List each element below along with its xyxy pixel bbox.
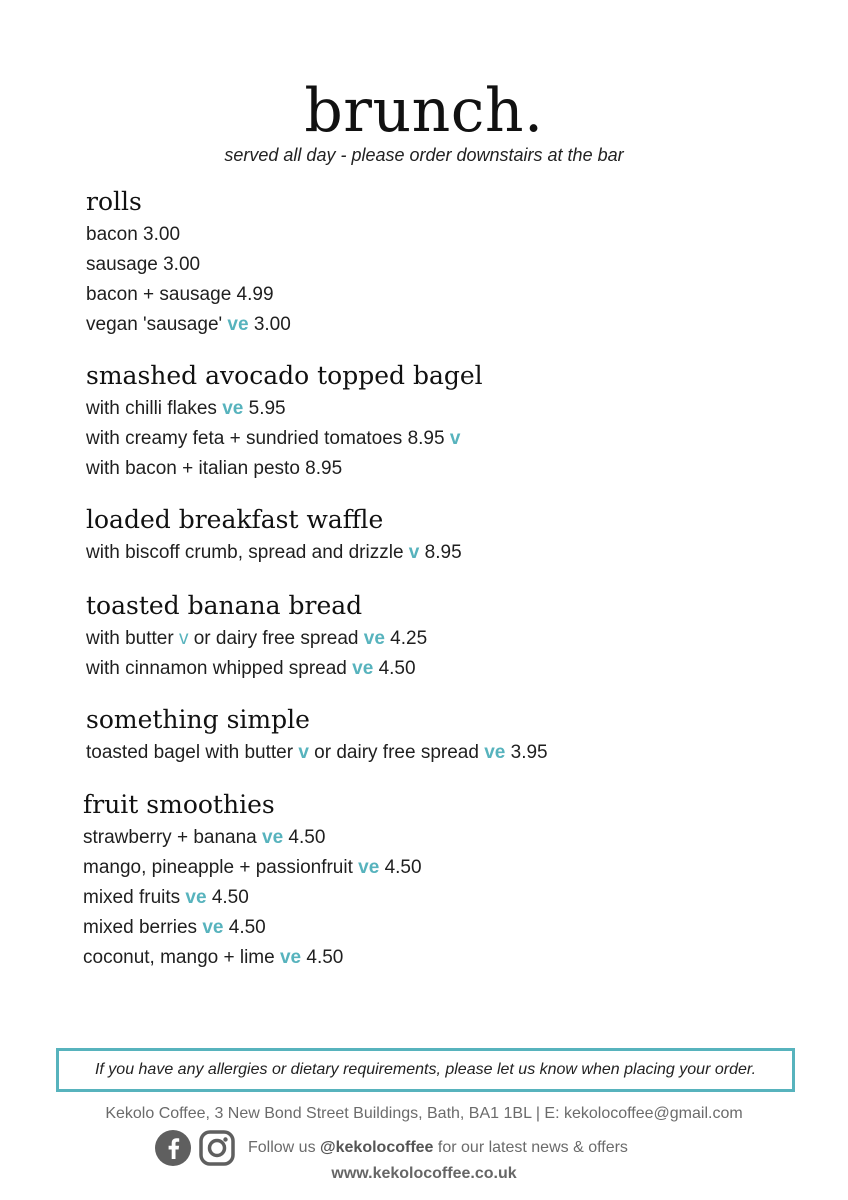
menu-item — [86, 738, 548, 768]
vegan-badge: ve — [279, 947, 302, 968]
menu-item — [86, 424, 483, 454]
item-text: vegan 'sausage' — [86, 314, 228, 335]
follow-suffix: for our latest news & offers — [433, 1139, 628, 1156]
instagram-icon[interactable] — [198, 1129, 236, 1167]
menu-item: with bacon + italian pesto 8.95 — [86, 458, 343, 479]
section-rolls — [86, 186, 291, 340]
item-text: mixed berries — [83, 917, 203, 938]
menu-item — [86, 538, 462, 568]
item-price: 8.95 — [419, 542, 462, 563]
item-text: or dairy free spread — [188, 628, 364, 649]
facebook-icon[interactable] — [154, 1129, 192, 1167]
item-price: 3.95 — [505, 742, 548, 763]
item-text: or dairy free spread — [308, 742, 485, 763]
item-price: 3.00 — [248, 314, 291, 335]
menu-items — [86, 220, 291, 340]
item-text: strawberry + banana — [83, 827, 263, 848]
item-text: coconut, mango + lime — [83, 947, 280, 968]
follow-prefix: Follow us — [248, 1139, 321, 1156]
menu-item — [86, 654, 427, 684]
menu-item — [86, 310, 291, 340]
vegan-badge: ve — [358, 857, 380, 878]
vegan-badge: ve — [363, 628, 385, 649]
menu-item — [86, 624, 427, 654]
section-heading: smashed avocado topped bagel — [86, 361, 483, 390]
follow-text — [248, 1139, 628, 1157]
page-title: brunch. — [304, 76, 544, 146]
item-text: with creamy feta + sundried tomatoes 8.95 — [86, 428, 450, 449]
vegetarian-badge: v — [408, 542, 420, 563]
vegan-badge: ve — [352, 658, 374, 679]
allergy-notice: If you have any allergies or dietary requirements, please let us know when placing your order. — [56, 1048, 795, 1092]
item-price: 4.50 — [206, 887, 249, 908]
item-text: with cinnamon whipped spread — [86, 658, 353, 679]
menu-item — [86, 394, 483, 424]
menu-items — [86, 538, 462, 568]
menu-item — [83, 823, 422, 853]
vegan-badge: ve — [185, 887, 207, 908]
vegan-badge: ve — [262, 827, 284, 848]
contact-address: Kekolo Coffee, 3 New Bond Street Buildings, Bath, BA1 1BL | E: kekolocoffee@gmail.com — [105, 1105, 743, 1122]
menu-item: sausage 3.00 — [86, 254, 201, 275]
item-text: mango, pineapple + passionfruit — [83, 857, 359, 878]
item-price: 4.50 — [301, 947, 344, 968]
menu-item — [83, 883, 422, 913]
section-something-simple — [86, 704, 548, 768]
menu-item — [83, 913, 422, 943]
menu-item: bacon 3.00 — [86, 224, 181, 245]
item-price: 4.50 — [283, 827, 326, 848]
item-text: toasted bagel with butter — [86, 742, 299, 763]
section-heading: toasted banana bread — [86, 591, 363, 620]
section-banana-bread — [86, 590, 427, 684]
vegan-badge: ve — [222, 398, 244, 419]
section-waffle — [86, 504, 462, 568]
item-price: 4.50 — [379, 857, 422, 878]
item-price: 5.95 — [243, 398, 286, 419]
section-heading: rolls — [86, 187, 142, 216]
vegan-badge: ve — [227, 314, 249, 335]
social-handle[interactable]: @kekolocoffee — [320, 1139, 434, 1156]
menu-item — [83, 943, 422, 973]
section-fruit-smoothies — [83, 789, 422, 973]
vegan-badge: ve — [484, 742, 506, 763]
item-price: 4.25 — [384, 628, 428, 649]
item-text: with chilli flakes — [86, 398, 223, 419]
item-price: 4.50 — [223, 917, 266, 938]
section-avocado — [86, 360, 483, 484]
menu-item: bacon + sausage 4.99 — [86, 284, 274, 305]
menu-items — [86, 738, 548, 768]
social-bar — [154, 1128, 628, 1168]
vegan-badge: ve — [202, 917, 224, 938]
page-subtitle: served all day - please order downstairs at the bar — [224, 145, 624, 165]
item-price: 4.50 — [373, 658, 416, 679]
item-text: with butter — [86, 628, 179, 649]
vegetarian-badge: v — [178, 628, 189, 649]
menu-items — [86, 624, 427, 684]
section-heading: something simple — [86, 705, 310, 734]
vegetarian-badge: v — [298, 742, 309, 763]
website-link[interactable]: www.kekolocoffee.co.uk — [331, 1165, 517, 1182]
section-heading: fruit smoothies — [83, 790, 275, 819]
menu-item — [83, 853, 422, 883]
vegetarian-badge: v — [449, 428, 461, 449]
menu-items — [83, 823, 422, 973]
section-heading: loaded breakfast waffle — [86, 505, 384, 534]
menu-items — [86, 394, 483, 484]
item-text: mixed fruits — [83, 887, 186, 908]
item-text: with biscoff crumb, spread and drizzle — [86, 542, 409, 563]
